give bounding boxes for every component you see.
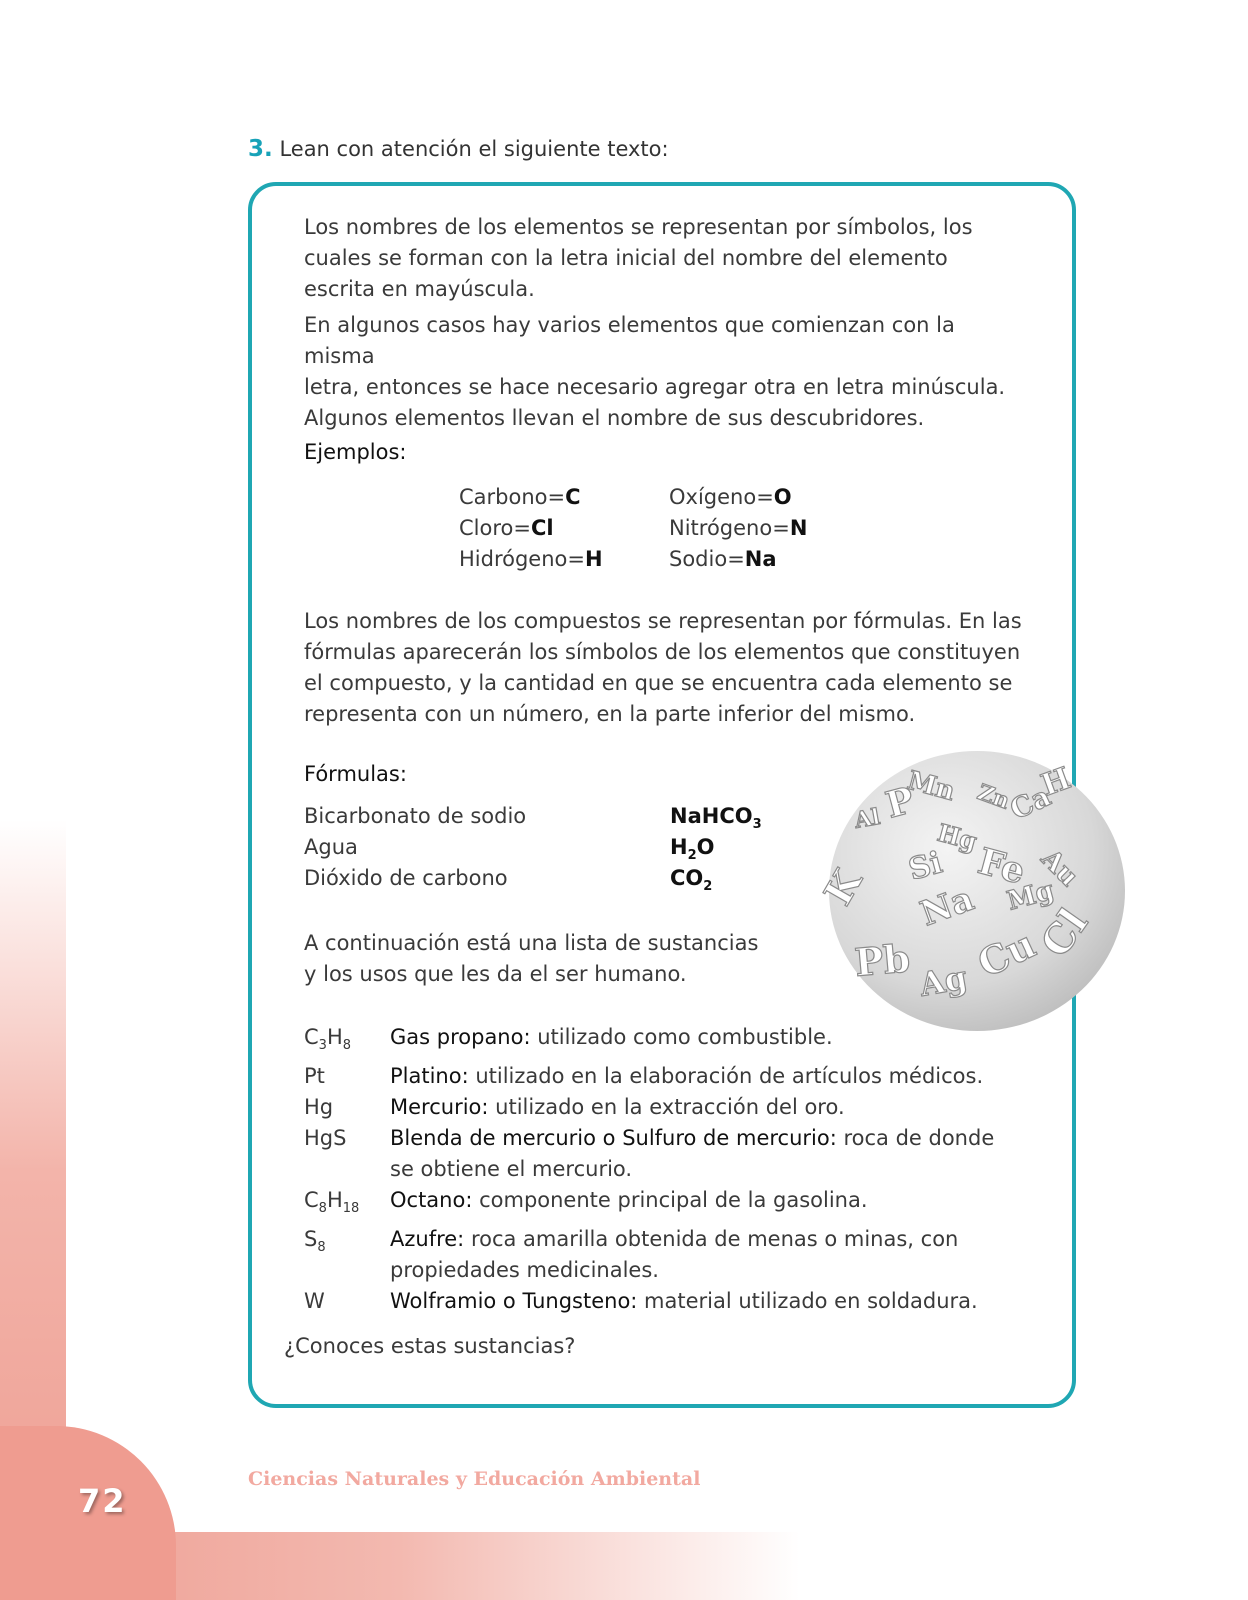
intro-paragraph-2: En algunos casos hay varios elementos que comienzan con la misma letra, entonces se hace necesario agregar otra en letra minúscula. Algunos elementos llevan el nombre de sus descubridores.	[304, 313, 1006, 430]
instruction-number: 3.	[248, 136, 273, 162]
closing-question: ¿Conoces estas sustancias?	[284, 1334, 576, 1358]
element-symbol: Mg	[1004, 875, 1058, 917]
list-item: W Wolframio o Tungsteno: material utilizado en soldadura.	[304, 1289, 978, 1314]
element-symbol: Al	[852, 803, 883, 834]
formulas-heading: Fórmulas:	[304, 762, 407, 786]
element-symbol: Si	[905, 845, 947, 888]
list-intro: A continuación está una lista de sustancias y los usos que les da el ser humano.	[304, 931, 759, 986]
substances-list	[304, 1022, 1024, 1317]
list-item: $S_8$ Azufre: roca amarilla obtenida de menas o minas, con propiedades medicinales.	[304, 1227, 959, 1283]
element-symbol: Ca	[1005, 779, 1056, 827]
element-symbol: K	[814, 861, 871, 913]
element-symbol: Pb	[852, 935, 912, 985]
list-item: HgS Blenda de mercurio o Sulfuro de mercurio: roca de donde se obtiene el mercurio.	[304, 1126, 995, 1182]
examples-right-column	[669, 482, 807, 575]
list-item: Hg Mercurio: utilizado en la extracción del oro.	[304, 1095, 845, 1120]
example-item: Carbono=C	[459, 485, 581, 509]
page-number: 72	[78, 1482, 127, 1520]
element-symbols-illustration	[814, 748, 1128, 1034]
element-symbol: H	[1036, 760, 1076, 804]
examples-left-column	[459, 482, 603, 575]
example-item: Cloro=Cl	[459, 516, 554, 540]
instruction	[248, 136, 669, 162]
element-symbol: Zn	[973, 779, 1013, 815]
list-item: $C_3H_8$ Gas propano: utilizado como combustible.	[304, 1025, 833, 1054]
formula-value: $H_2O$	[670, 835, 715, 864]
formula-row: Bicarbonato de sodio NaHCO$_3$	[304, 804, 762, 833]
example-item: Sodio=Na	[669, 547, 777, 571]
element-symbol: Cu	[970, 920, 1043, 987]
element-symbol: P	[881, 779, 919, 827]
formula-value: NaHCO$_3$	[670, 804, 762, 833]
example-item: Hidrógeno=H	[459, 547, 603, 571]
element-symbol: Cl	[1031, 900, 1098, 966]
intro-paragraph-1: Los nombres de los elementos se representan por símbolos, los cuales se forman con la letra inicial del nombre del elemento escrita en mayúscula.	[304, 215, 973, 301]
element-symbol: Ag	[916, 958, 970, 1004]
element-symbol: Fe	[973, 840, 1030, 893]
example-item: Nitrógeno=N	[669, 516, 808, 540]
compounds-paragraph: Los nombres de los compuestos se representan por fórmulas. En las fórmulas aparecerán los símbolos de los elementos que constituyen el compuesto, y la cantidad en que se encuentra cada elemento se representa con un número, en la parte inferior del mismo.	[304, 609, 1022, 726]
example-item: Oxígeno=O	[669, 485, 792, 509]
formula-row: Agua $H_2O$	[304, 835, 715, 864]
formula-value: $CO_2$	[670, 866, 713, 895]
formula-row: Dióxido de carbono $CO_2$	[304, 866, 713, 895]
instruction-text: Lean con atención el siguiente texto:	[279, 137, 669, 161]
list-item: $C_8H_{18}$ Octano: componente principal de la gasolina.	[304, 1188, 868, 1217]
element-symbol: Au	[1035, 843, 1084, 893]
element-symbol: Hg	[934, 817, 981, 857]
element-symbol: Mn	[904, 765, 959, 808]
examples-heading: Ejemplos:	[304, 440, 407, 464]
footer-book-title: Ciencias Naturales y Educación Ambiental	[248, 1468, 701, 1490]
element-symbol: Na	[915, 878, 979, 935]
list-item: Pt Platino: utilizado en la elaboración de artículos médicos.	[304, 1064, 984, 1089]
